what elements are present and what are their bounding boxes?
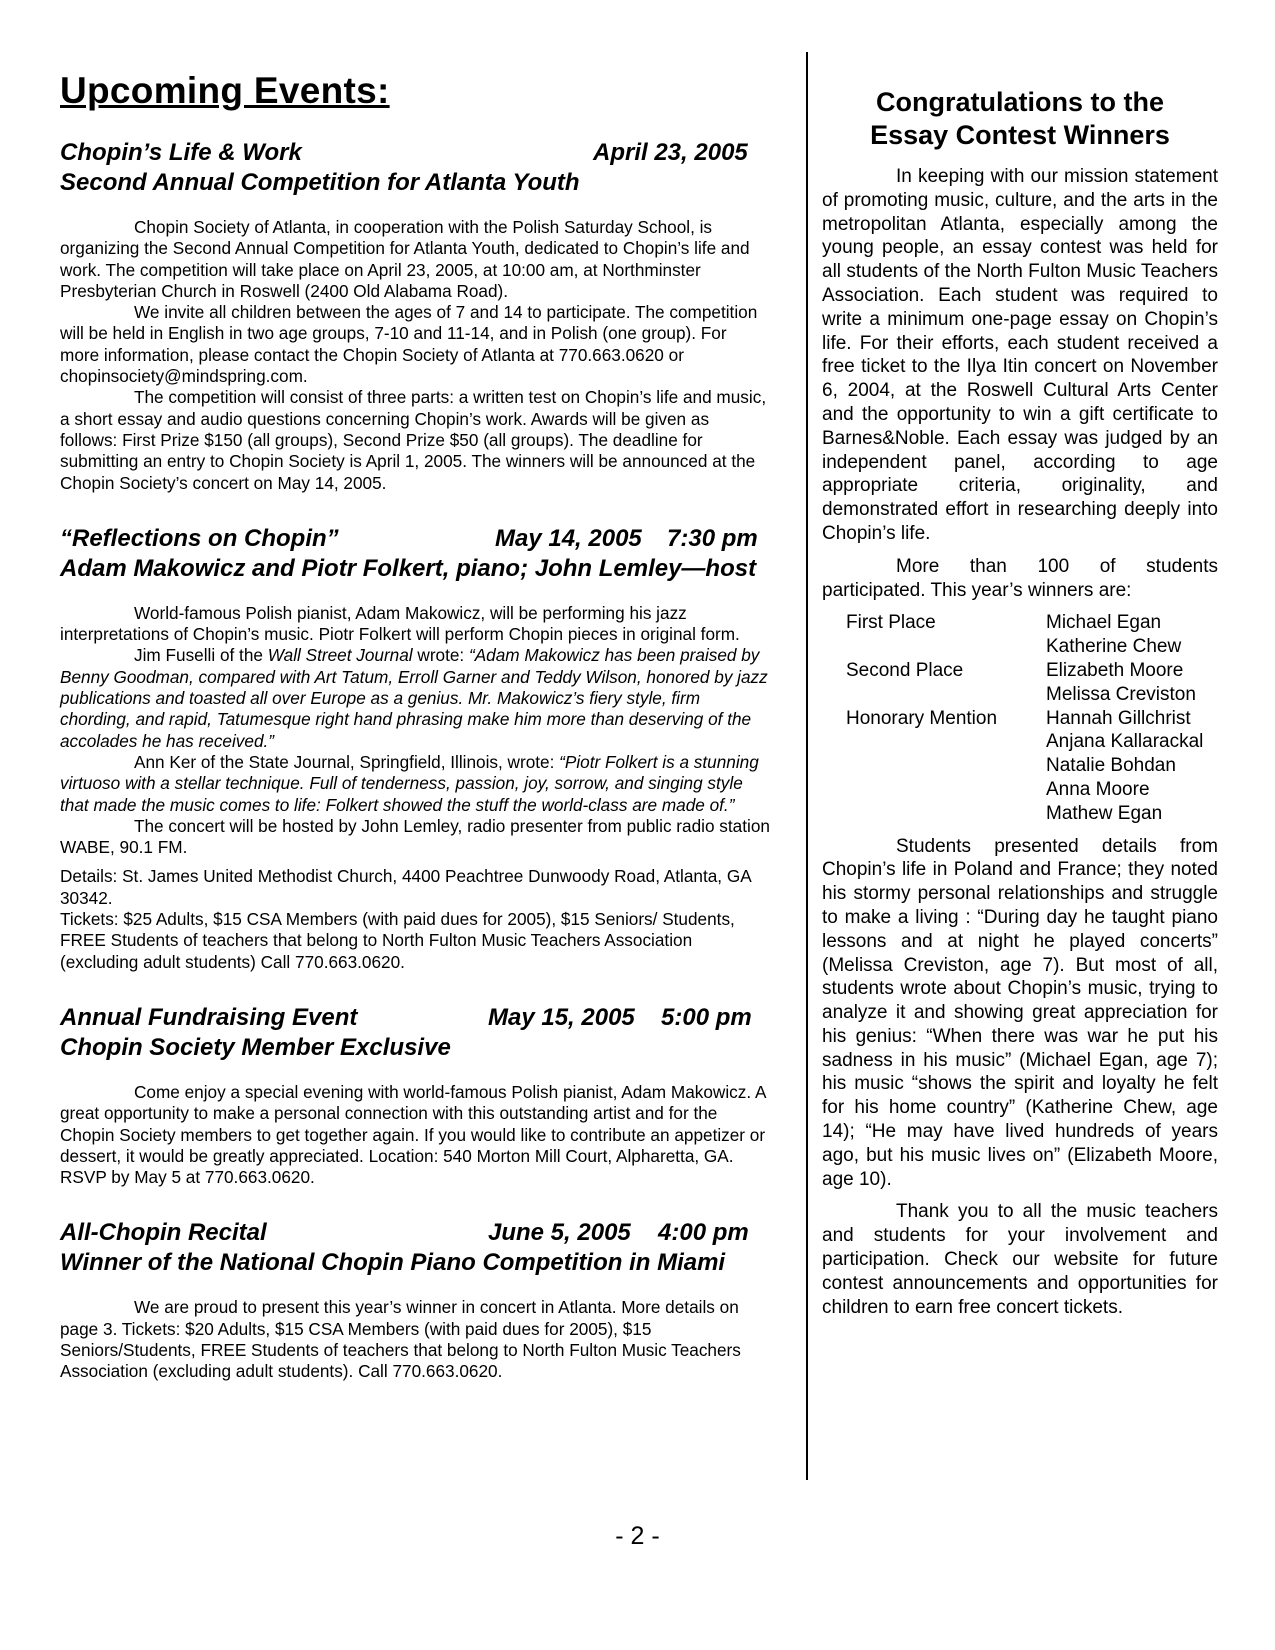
page-title: Upcoming Events: bbox=[60, 70, 390, 111]
event-title: All-Chopin Recital bbox=[60, 1219, 267, 1247]
event-paragraph: We are proud to present this year’s winner in concert in Atlanta. More details on page 3. Tickets: $20 Adults, $15 CSA Members (with paid dues for 2005), $15 Seniors/Students, FREE Students of teachers that belong to North Fulton Music Teachers Association (excluding adult students). Call 770.663.0620. bbox=[60, 1297, 741, 1382]
winner-name: Melissa Creviston bbox=[1046, 683, 1196, 705]
event-title: Annual Fundraising Event bbox=[60, 1003, 358, 1031]
column-divider bbox=[806, 52, 808, 1480]
event-paragraph bbox=[60, 752, 770, 816]
event-all-chopin-recital bbox=[60, 1218, 770, 1382]
winner-place: Honorary Mention bbox=[846, 707, 998, 729]
winner-name: Hannah Gillchrist bbox=[1046, 707, 1191, 729]
event-subtitle: Adam Makowicz and Piotr Folkert, piano; John Lemley—host bbox=[60, 554, 757, 582]
winner-name: Katherine Chew bbox=[1046, 636, 1182, 658]
review-quote: “Piotr Folkert is a stunning virtuoso with a stellar technique. Full of tenderness, passion, joy, sorrow, and singing style that made the music comes to life: Folkert showed the stuff the world-class are made of.” bbox=[60, 751, 759, 815]
event-paragraph: Chopin Society of Atlanta, in cooperation with the Polish Saturday School, is organizing the Second Annual Competition for Atlanta Youth, dedicated to Chopin’s life and work. The competition will take place on April 23, 2005, at 10:00 am, at Northminster Presbyterian Church in Roswell (2400 Old Alabama Road). bbox=[60, 217, 750, 301]
event-paragraph: The competition will consist of three parts: a written test on Chopin’s life and music, a short essay and audio questions concerning Chopin’s work. Awards will be given as follows: First Prize $150 (all groups), Second Prize $50 (all groups). The deadline for submitting an entry to Chopin Society is April 1, 2005. The winners will be announced at the Chopin Society’s concert on May 14, 2005. bbox=[60, 387, 767, 493]
event-date: April 23, 2005 bbox=[593, 139, 748, 166]
event-title: Chopin’s Life & Work bbox=[60, 139, 302, 166]
event-subtitle: Chopin Society Member Exclusive bbox=[60, 1033, 451, 1061]
event-paragraph: The concert will be hosted by John Lemley, radio presenter from public radio station WABE, 90.1 FM. bbox=[60, 815, 770, 858]
winners-row bbox=[846, 659, 1218, 707]
event-subtitle: Winner of the National Chopin Piano Competition in Miami bbox=[60, 1249, 726, 1277]
event-paragraph bbox=[60, 645, 770, 751]
sidebar-body bbox=[822, 165, 1218, 1319]
winner-name: Anjana Kallarackal bbox=[1046, 731, 1204, 753]
sidebar-paragraph: In keeping with our mission statement of promoting music, culture, and the arts in the metropolitan Atlanta, especially among the young people, an essay contest was held for all students of the North Fulton Music Teachers Association. Each student was required to write a minimum one-page essay on Chopin’s life. For their efforts, each student received a free ticket to the Ilya Itin concert on November 6, 2004, at the Roswell Cultural Arts Center and the opportunity to win a gift certificate to Barnes&Noble. Each essay was judged by an independent panel, according to age appropriate criteria, originality, and demonstrated effort in researching deeply into Chopin’s life. bbox=[822, 166, 1218, 544]
text-span: Jim Fuselli of the bbox=[134, 645, 268, 666]
event-date: May 15, 2005 bbox=[488, 1003, 635, 1031]
event-paragraph: We invite all children between the ages of 7 and 14 to participate. The competition will be held in English in two age groups, 7-10 and 11-14, and in Polish (one group). For more information, please contact the Chopin Society of Atlanta at 770.663.0620 or chopinsociety@mindspring.com. bbox=[60, 302, 758, 387]
event-paragraph: World-famous Polish pianist, Adam Makowicz, will be performing his jazz interpretations of Chopin’s music. Piotr Folkert will perform Chopin pieces in original form. bbox=[60, 602, 740, 645]
winner-name: Mathew Egan bbox=[1046, 802, 1163, 824]
review-quote: “Adam Makowicz has been praised by Benny Goodman, compared with Art Tatum, Erroll Garner and Teddy Wilson, honored by jazz publications and toasted all over Europe as a genius. Mr. Makowicz’s fiery style, firm chording, and rapid, Tatumesque right hand phrasing make him more than deserving of the accolades he has received.” bbox=[60, 645, 768, 751]
upcoming-events-column bbox=[60, 70, 770, 1413]
event-date: May 14, 2005 bbox=[495, 524, 642, 552]
event-time: 4:00 pm bbox=[658, 1219, 749, 1247]
event-header bbox=[60, 1003, 770, 1063]
sidebar-paragraph: Thank you to all the music teachers and students for your involvement and participation. Check our website for future contest announcements and opportunities for children to earn free concert tickets. bbox=[822, 1201, 1218, 1318]
winner-place: Second Place bbox=[846, 659, 964, 681]
event-subtitle: Second Annual Competition for Atlanta Youth bbox=[60, 169, 580, 196]
winner-place: First Place bbox=[846, 612, 936, 634]
sidebar-title-line: Essay Contest Winners bbox=[870, 120, 1170, 150]
event-header bbox=[60, 1218, 770, 1278]
winner-name: Anna Moore bbox=[1046, 778, 1150, 800]
event-description bbox=[60, 1082, 770, 1188]
page-number: - 2 - bbox=[615, 1522, 660, 1550]
event-paragraph: Come enjoy a special evening with world-famous Polish pianist, Adam Makowicz. A great opportunity to make a personal connection with this outstanding artist and for the Chopin Society members to get together again. If you would like to contribute an appetizer or dessert, it would be greatly appreciated. Location: 540 Morton Mill Court, Alpharetta, GA. RSVP by May 5 at 770.663.0620. bbox=[60, 1081, 766, 1188]
event-title: “Reflections on Chopin” bbox=[60, 524, 339, 552]
event-header bbox=[60, 524, 770, 584]
event-date: June 5, 2005 bbox=[488, 1219, 631, 1247]
sidebar-title-line: Congratulations to the bbox=[876, 87, 1164, 117]
event-header bbox=[60, 138, 770, 198]
event-reflections-on-chopin bbox=[60, 524, 770, 973]
publication-name: Wall Street Journal bbox=[267, 645, 413, 666]
sidebar-paragraph: More than 100 of students participated. This year’s winners are: bbox=[822, 555, 1218, 601]
winner-name: Natalie Bohdan bbox=[1046, 755, 1176, 777]
event-description bbox=[60, 1297, 770, 1382]
event-time: 5:00 pm bbox=[661, 1003, 752, 1031]
event-time: 7:30 pm bbox=[667, 524, 758, 552]
winners-list bbox=[846, 611, 1218, 825]
winners-row bbox=[846, 707, 1218, 826]
winners-row bbox=[846, 611, 1218, 659]
event-details: Details: St. James United Methodist Church, 4400 Peachtree Dunwoody Road, Atlanta, GA 30342. bbox=[60, 866, 751, 908]
winner-names bbox=[1046, 659, 1196, 707]
sidebar-title bbox=[822, 86, 1218, 152]
event-tickets: Tickets: $25 Adults, $15 CSA Members (with paid dues for 2005), $15 Seniors/ Students, FREE Students of teachers that belong to North Fulton Music Teachers Association (excluding adult students) Call 770.663.0620. bbox=[60, 909, 735, 972]
essay-contest-column bbox=[822, 86, 1218, 1328]
event-annual-fundraising bbox=[60, 1003, 770, 1188]
winner-names bbox=[1046, 707, 1203, 826]
winner-name: Elizabeth Moore bbox=[1046, 659, 1184, 681]
winner-names bbox=[1046, 611, 1181, 659]
event-description bbox=[60, 217, 770, 494]
winner-name: Michael Egan bbox=[1046, 612, 1162, 634]
event-description bbox=[60, 603, 770, 973]
text-span: Ann Ker of the State Journal, Springfield, Illinois, wrote: bbox=[134, 751, 560, 772]
event-chopins-life-and-work bbox=[60, 138, 770, 494]
sidebar-paragraph: Students presented details from Chopin’s life in Poland and France; they noted his stormy personal relationships and struggle to make a living : “During day he taught piano lessons and at night he played concerts” (Melissa Creviston, age 7). But most of all, students wrote about Chopin’s music, trying to analyze it and showing great appreciation for his genius: “When there was war he put his sadness in his music” (Michael Egan, age 7); his music “shows the spirit and loyalty he felt for his home country” (Katherine Chew, age 14); “He may have lived hundreds of years ago, but his music lives on” (Elizabeth Moore, age 10). bbox=[822, 835, 1218, 1190]
text-span: wrote: bbox=[412, 645, 469, 666]
